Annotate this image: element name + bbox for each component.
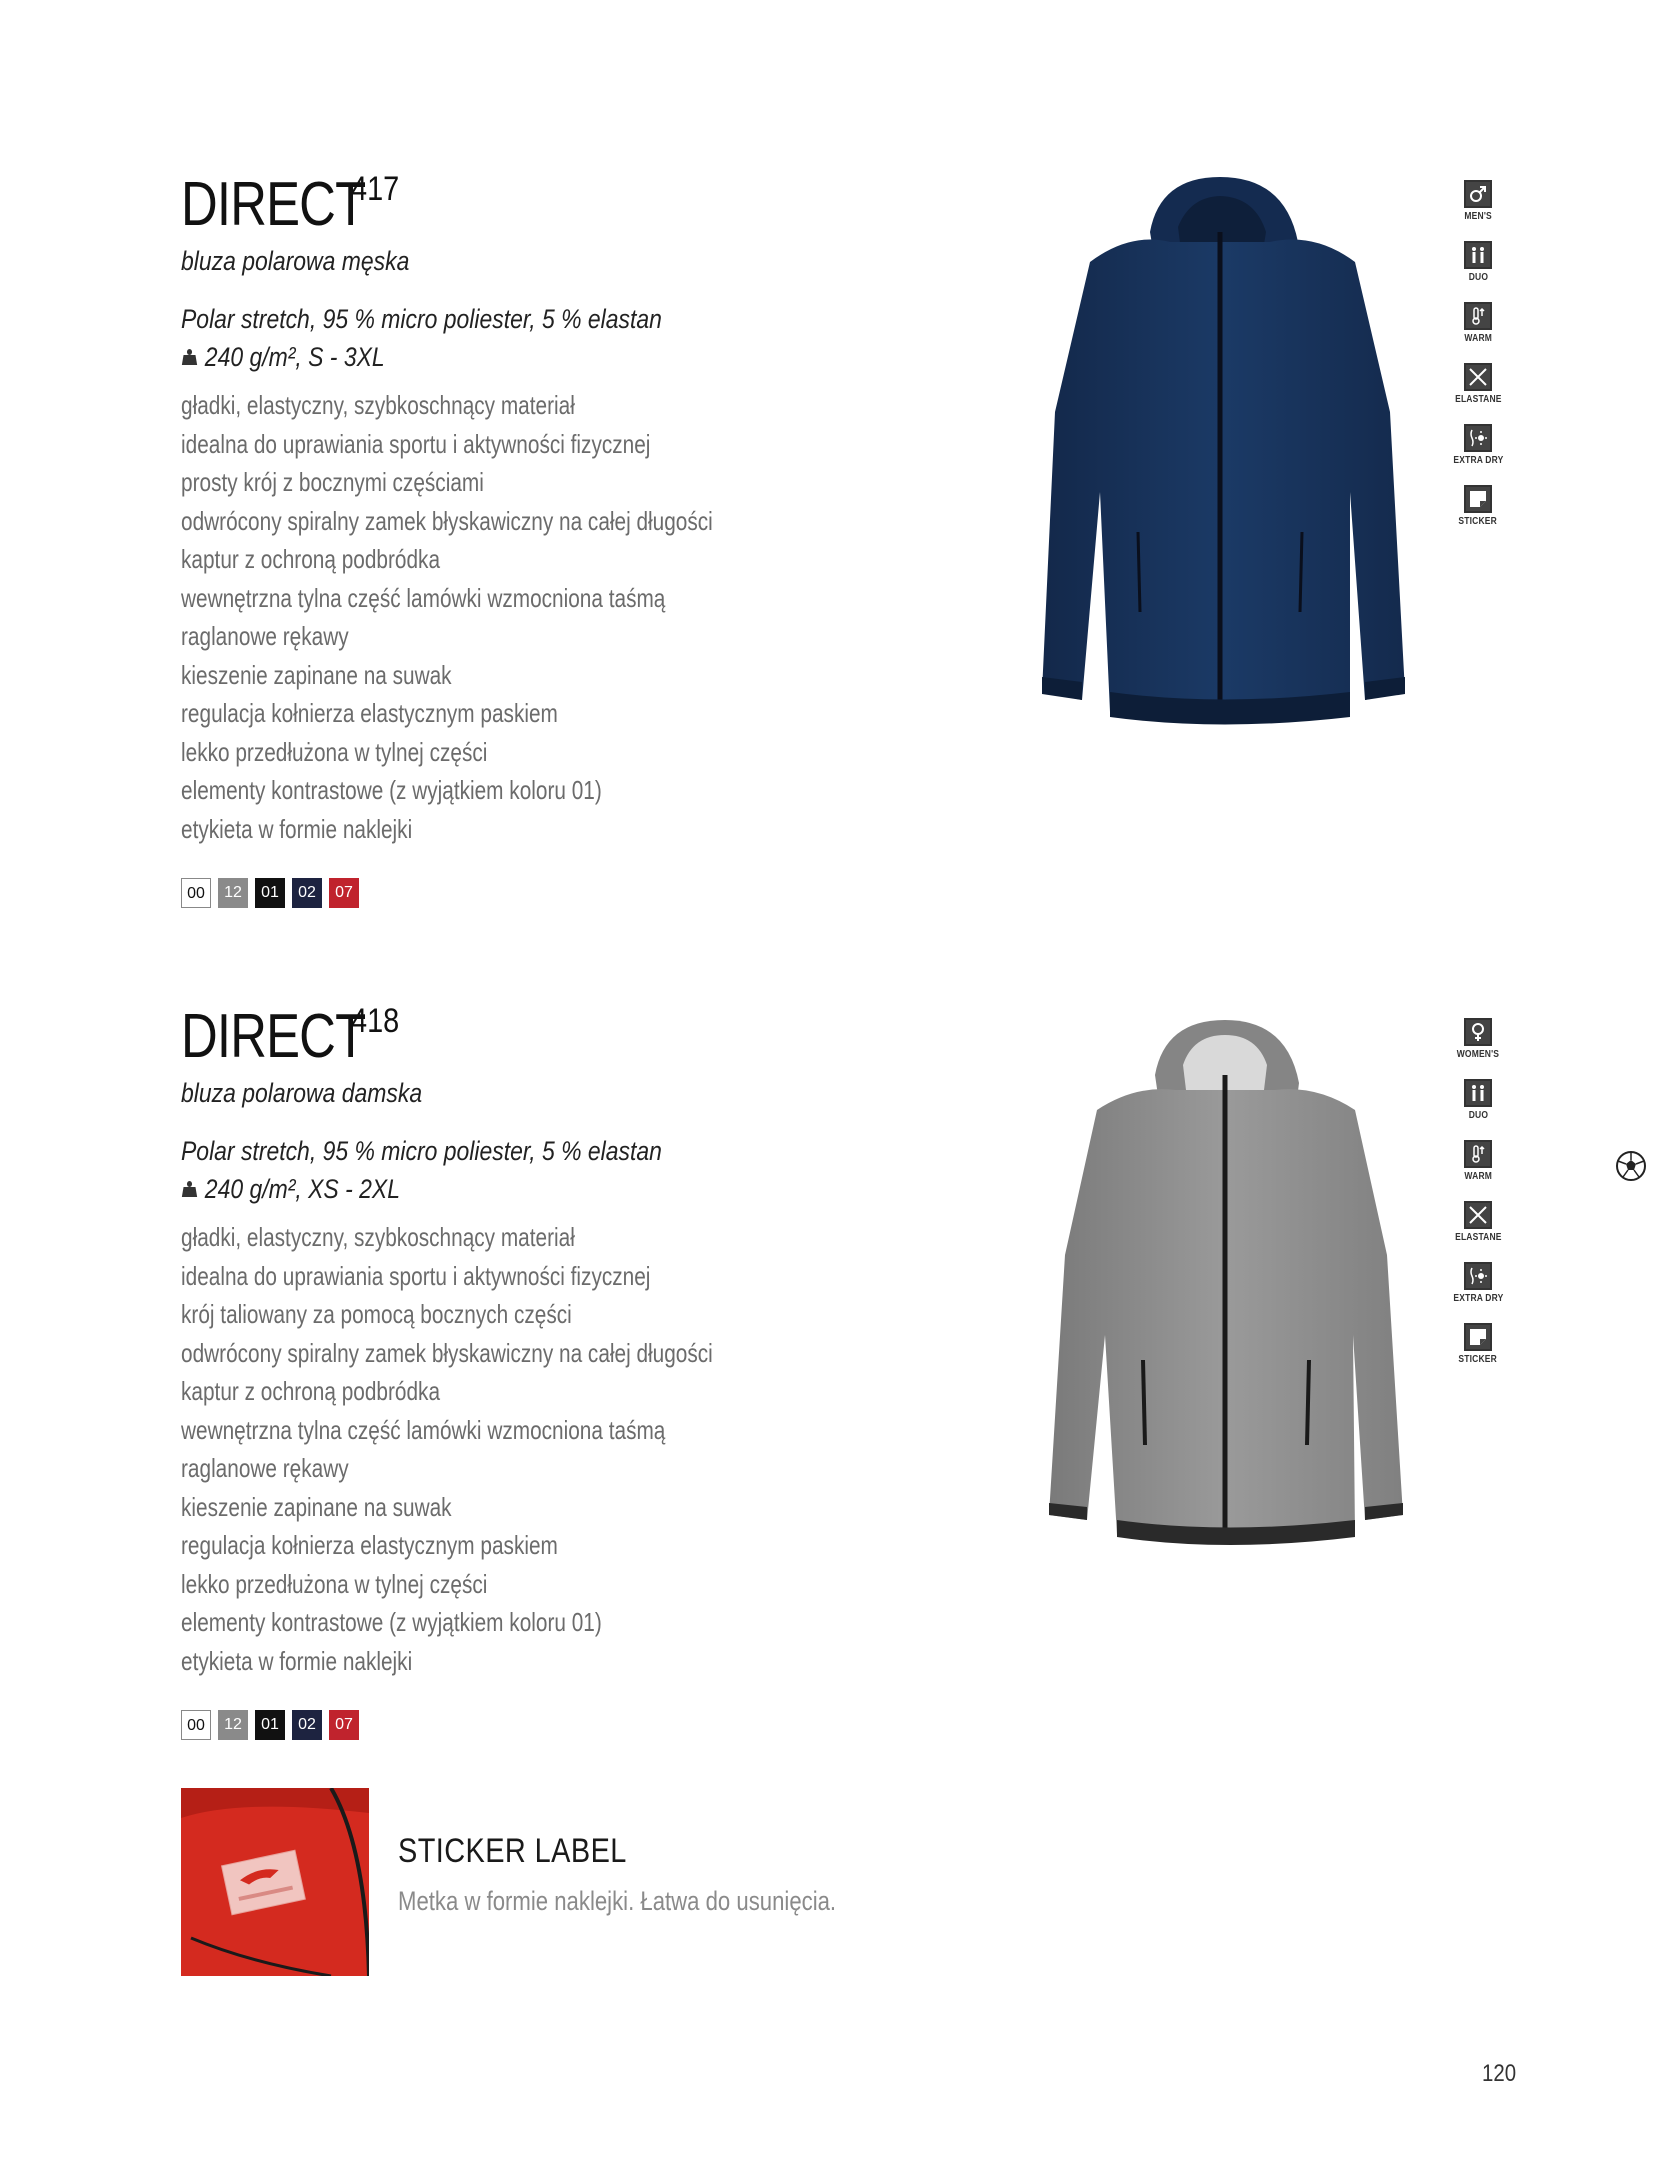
sticker-label-description: Metka w formie naklejki. Łatwa do usunięcia. — [398, 1886, 837, 1916]
badge-womens — [1438, 1018, 1518, 1079]
feature-item: raglanowe rękawy — [181, 621, 349, 651]
product-model: 418 — [351, 1002, 400, 1040]
color-swatch-01[interactable]: 01 — [255, 878, 285, 908]
badge-label: STICKER — [1458, 1354, 1498, 1365]
badge-sticker — [1438, 1323, 1518, 1384]
color-swatches — [181, 1710, 1581, 1740]
weight-icon — [181, 1180, 198, 1198]
badge-label: EXTRA DRY — [1452, 1293, 1504, 1304]
feature-item: kaptur z ochroną podbródka — [181, 544, 441, 574]
feature-item: krój taliowany za pomocą bocznych części — [181, 1299, 572, 1329]
badge-elastane — [1438, 1201, 1518, 1262]
feature-item: raglanowe rękawy — [181, 1453, 349, 1483]
product-name: DIRECT — [181, 1002, 366, 1071]
product-subtitle: bluza polarowa damska — [181, 1078, 423, 1108]
color-swatch-07[interactable]: 07 — [329, 878, 359, 908]
feature-item: kieszenie zapinane na suwak — [181, 1491, 452, 1522]
color-swatches — [181, 878, 1581, 908]
jacket-417-photo — [1020, 172, 1420, 732]
badge-label: ELASTANE — [1454, 1232, 1502, 1243]
jacket-418-photo — [1025, 1015, 1425, 1555]
product-material: Polar stretch, 95 % micro poliester, 5 % elastan — [181, 304, 662, 334]
badge-duo — [1438, 241, 1518, 302]
thermometer-icon — [1464, 302, 1492, 330]
color-swatch-07[interactable]: 07 — [329, 1710, 359, 1740]
page-number: 120 — [1482, 2060, 1517, 2087]
product-model: 417 — [351, 170, 400, 208]
feature-item: lekko przedłużona w tylnej części — [181, 1568, 488, 1599]
color-swatch-00[interactable]: 00 — [181, 878, 211, 908]
feature-item: elementy kontrastowe (z wyjątkiem koloru 01) — [181, 1607, 602, 1637]
sticker-icon — [1464, 1323, 1492, 1351]
feature-item: regulacja kołnierza elastycznym paskiem — [181, 698, 558, 728]
badge-label: WOMEN'S — [1456, 1049, 1500, 1060]
badge-label: MEN'S — [1464, 211, 1492, 222]
sticker-label-title: STICKER LABEL — [398, 1832, 627, 1870]
feature-item: etykieta w formie naklejki — [181, 1645, 413, 1676]
product-weight-text: 240 g/m², S - 3XL — [204, 342, 385, 372]
color-swatch-00[interactable]: 00 — [181, 1710, 211, 1740]
extra-dry-icon — [1464, 1262, 1492, 1290]
color-swatch-12[interactable]: 12 — [218, 878, 248, 908]
feature-item: elementy kontrastowe (z wyjątkiem koloru 01) — [181, 775, 602, 805]
feature-badges — [1438, 180, 1518, 546]
elastane-icon — [1464, 1201, 1492, 1229]
weight-icon — [181, 348, 198, 366]
soccer-ball-icon[interactable] — [1615, 1150, 1647, 1182]
feature-item: odwrócony spiralny zamek błyskawiczny na całej długości — [181, 1337, 713, 1368]
female-symbol-icon — [1464, 1018, 1492, 1046]
sticker-label-photo — [181, 1788, 369, 1976]
duo-icon — [1464, 241, 1492, 269]
badge-mens — [1438, 180, 1518, 241]
badge-label: EXTRA DRY — [1452, 455, 1504, 466]
feature-item: wewnętrzna tylna część lamówki wzmocniona taśmą — [181, 582, 666, 613]
badge-warm — [1438, 302, 1518, 363]
badge-warm — [1438, 1140, 1518, 1201]
feature-item: lekko przedłużona w tylnej części — [181, 736, 488, 767]
color-swatch-12[interactable]: 12 — [218, 1710, 248, 1740]
badge-label: ELASTANE — [1454, 394, 1502, 405]
feature-item: kaptur z ochroną podbródka — [181, 1376, 441, 1406]
color-swatch-02[interactable]: 02 — [292, 878, 322, 908]
badge-extra-dry — [1438, 424, 1518, 485]
badge-label: WARM — [1464, 1171, 1492, 1182]
feature-item: wewnętrzna tylna część lamówki wzmocniona taśmą — [181, 1414, 666, 1445]
feature-item: odwrócony spiralny zamek błyskawiczny na całej długości — [181, 505, 713, 536]
feature-item: kieszenie zapinane na suwak — [181, 659, 452, 690]
badge-extra-dry — [1438, 1262, 1518, 1323]
badge-sticker — [1438, 485, 1518, 546]
feature-badges — [1438, 1018, 1518, 1384]
product-name: DIRECT — [181, 170, 366, 239]
badge-elastane — [1438, 363, 1518, 424]
feature-item: regulacja kołnierza elastycznym paskiem — [181, 1530, 558, 1560]
color-swatch-02[interactable]: 02 — [292, 1710, 322, 1740]
elastane-icon — [1464, 363, 1492, 391]
feature-item: prosty krój z bocznymi częściami — [181, 467, 484, 497]
badge-label: STICKER — [1458, 516, 1498, 527]
feature-item: gładki, elastyczny, szybkoschnący materiał — [181, 390, 575, 420]
color-swatch-01[interactable]: 01 — [255, 1710, 285, 1740]
product-subtitle: bluza polarowa męska — [181, 246, 410, 276]
duo-icon — [1464, 1079, 1492, 1107]
feature-item: idealna do uprawiania sportu i aktywności fizycznej — [181, 428, 651, 459]
sticker-icon — [1464, 485, 1492, 513]
badge-duo — [1438, 1079, 1518, 1140]
feature-item: gładki, elastyczny, szybkoschnący materiał — [181, 1222, 575, 1252]
product-weight-text: 240 g/m², XS - 2XL — [204, 1174, 400, 1204]
male-symbol-icon — [1464, 180, 1492, 208]
badge-label: DUO — [1468, 1110, 1488, 1121]
thermometer-icon — [1464, 1140, 1492, 1168]
extra-dry-icon — [1464, 424, 1492, 452]
feature-item: etykieta w formie naklejki — [181, 813, 413, 844]
badge-label: WARM — [1464, 333, 1492, 344]
badge-label: DUO — [1468, 272, 1488, 283]
product-material: Polar stretch, 95 % micro poliester, 5 % elastan — [181, 1136, 662, 1166]
feature-item: idealna do uprawiania sportu i aktywności fizycznej — [181, 1260, 651, 1291]
